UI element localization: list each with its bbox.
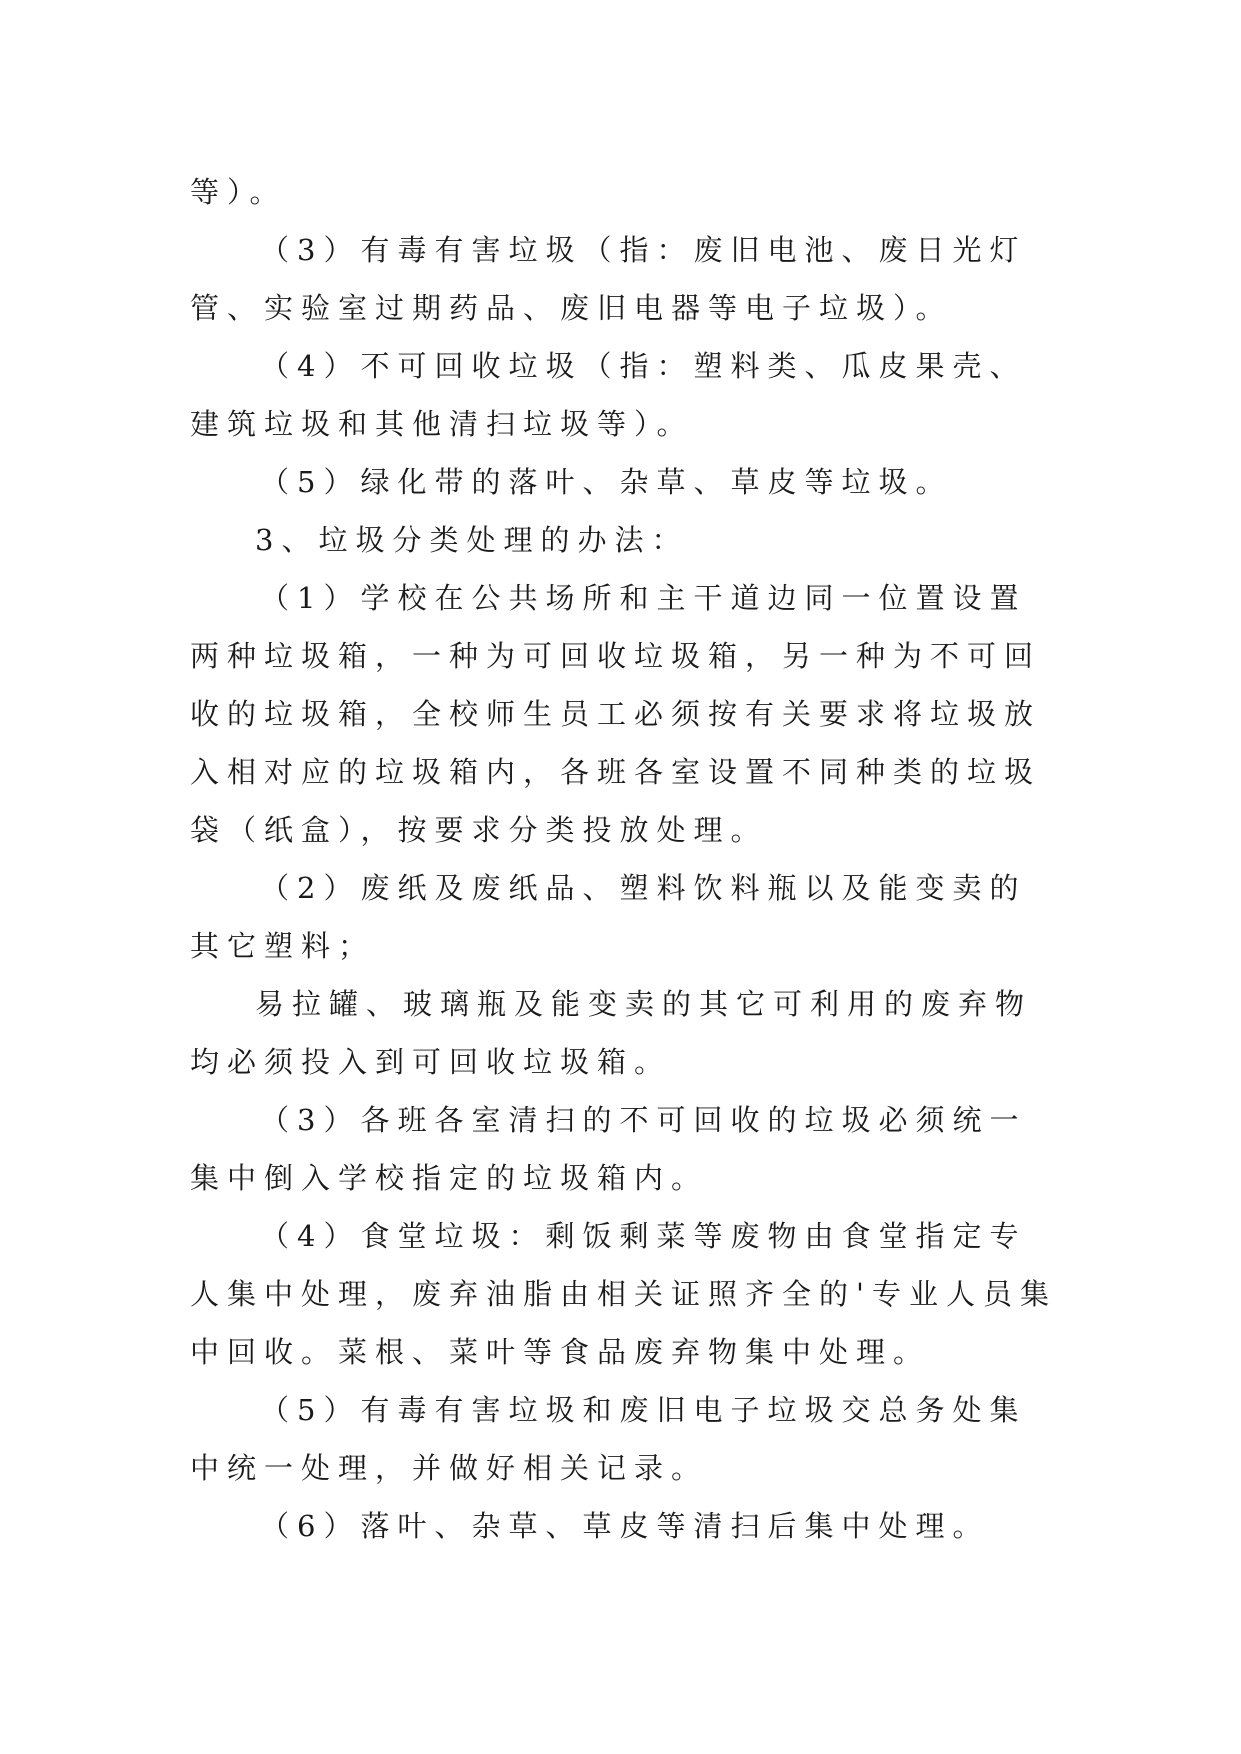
paragraph-method-3: （3）各班各室清扫的不可回收的垃圾必须统一集中倒入学校指定的垃圾箱内。: [190, 1103, 1027, 1195]
paragraph-continuation: 等）。: [190, 175, 287, 209]
paragraph-method-1: （1）学校在公共场所和主干道边同一位置设置两种垃圾箱，一种为可回收垃圾箱，另一种为不可回收的垃圾箱，全校师生员工必须按有关要求将垃圾放入相对应的垃圾箱内，各班各室设置不同种类的垃圾袋（纸盒），按要求分类投放处理。: [190, 581, 1042, 847]
paragraph-method-2-cont: 易拉罐、玻璃瓶及能变卖的其它可利用的废弃物均必须投入到可回收垃圾箱。: [190, 987, 1033, 1079]
paragraph-item-3-hazardous: （3）有毒有害垃圾（指：废旧电池、废日光灯管、实验室过期药品、废旧电器等电子垃圾）。: [190, 233, 1027, 325]
paragraph-method-2: （2）废纸及废纸品、塑料饮料瓶以及能变卖的其它塑料；: [190, 871, 1027, 963]
paragraph-method-4: （4）食堂垃圾：剩饭剩菜等废物由食堂指定专人集中处理，废弃油脂由相关证照齐全的'专业人员集中回收。菜根、菜叶等食品废弃物集中处理。: [190, 1219, 1057, 1369]
section-heading-methods: 3、垃圾分类处理的办法：: [255, 523, 689, 557]
document-body: [190, 163, 1060, 1555]
paragraph-method-5: （5）有毒有害垃圾和废旧电子垃圾交总务处集中统一处理，并做好相关记录。: [190, 1393, 1027, 1485]
paragraph-item-5-greenbelt: （5）绿化带的落叶、杂草、草皮等垃圾。: [260, 465, 953, 499]
paragraph-method-6: （6）落叶、杂草、草皮等清扫后集中处理。: [260, 1509, 990, 1543]
paragraph-item-4-non-recyclable: （4）不可回收垃圾（指：塑料类、瓜皮果壳、建筑垃圾和其他清扫垃圾等）。: [190, 349, 1027, 441]
